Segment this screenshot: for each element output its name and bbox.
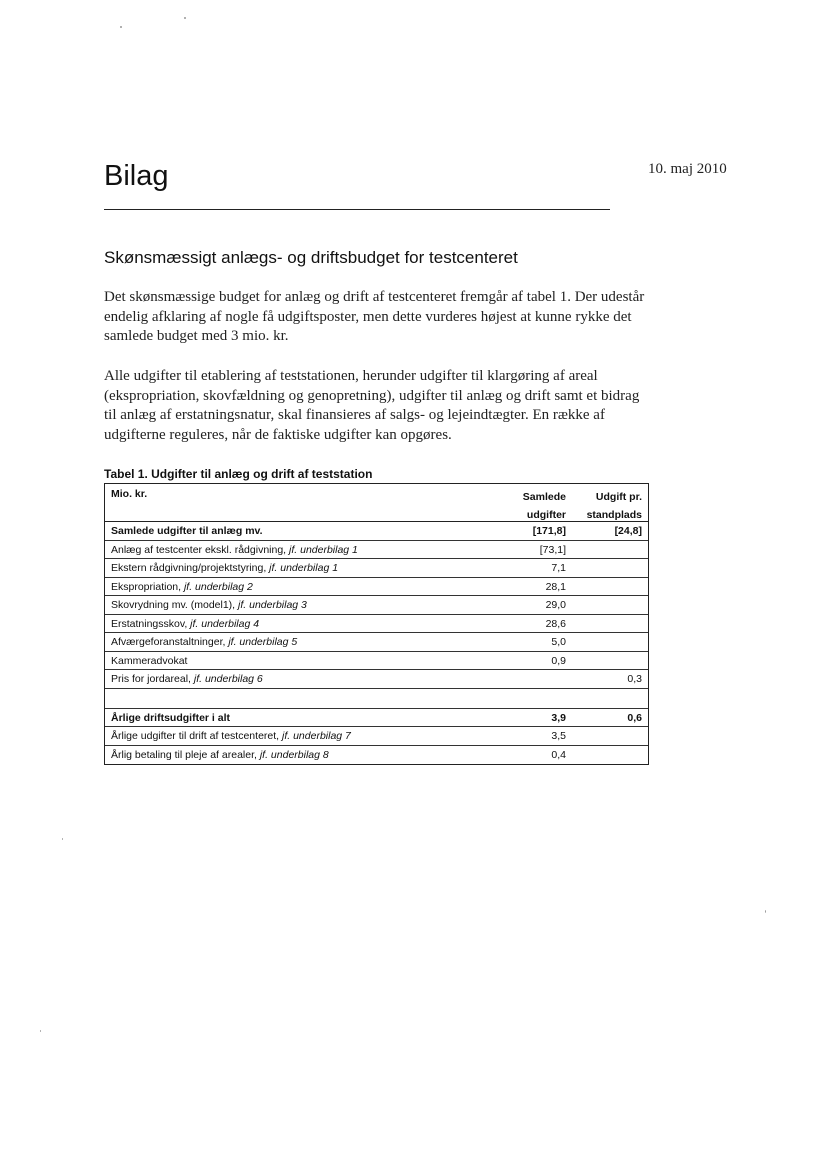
row-label-text: Kammeradvokat	[111, 654, 188, 667]
title-rule	[104, 209, 610, 210]
row-total-value: 0,9	[551, 654, 566, 667]
budget-table	[104, 483, 649, 765]
row-label	[111, 749, 329, 761]
row-reference: jf. underbilag 3	[238, 599, 307, 611]
table-row	[105, 709, 648, 728]
table-row	[105, 578, 648, 597]
table-row	[105, 596, 648, 615]
row-label	[111, 525, 263, 537]
row-reference: jf. underbilag 1	[269, 562, 339, 574]
row-total-value: 28,1	[545, 580, 566, 593]
row-label-text: Årlig betaling til pleje af arealer,	[111, 748, 260, 761]
table-row	[105, 670, 648, 689]
row-reference: jf. underbilag 1	[289, 543, 358, 556]
row-label	[111, 655, 187, 667]
row-label	[111, 599, 307, 611]
row-per-site-value: 0,6	[627, 711, 642, 724]
scan-speck	[120, 26, 122, 28]
doc-date: 10. maj 2010	[648, 161, 727, 177]
row-total-value: 5,0	[551, 636, 566, 648]
row-total-value: 3,5	[551, 730, 566, 742]
scan-speck	[62, 838, 63, 840]
row-reference: jf. underbilag 2	[183, 580, 253, 593]
row-reference: jf. underbilag 6	[193, 673, 263, 685]
table-caption: Tabel 1. Udgifter til anlæg og drift af teststation	[104, 467, 373, 481]
row-label-text: Årlige driftsudgifter i alt	[111, 711, 231, 724]
row-reference: jf. underbilag 5	[228, 636, 298, 648]
doc-title: Bilag	[104, 160, 169, 192]
row-reference: jf. underbilag 8	[259, 748, 329, 761]
row-label	[111, 636, 297, 648]
row-label-text: Skovrydning mv. (model1),	[111, 599, 239, 611]
table-blank-row	[105, 689, 648, 709]
table-row	[105, 615, 648, 634]
row-label-text: Årlige udgifter til drift af testcenteret,	[111, 730, 282, 742]
row-total-value: [171,8]	[532, 525, 566, 537]
row-total-value: 3,9	[551, 711, 566, 724]
row-total-value: 28,6	[545, 617, 566, 630]
row-label-text: Anlæg af testcenter ekskl. rådgivning,	[111, 543, 290, 556]
row-label	[111, 712, 230, 724]
table-row	[105, 522, 648, 541]
table-row	[105, 746, 648, 765]
scan-speck	[40, 1030, 41, 1032]
row-label-text: Pris for jordareal,	[111, 673, 194, 685]
row-total-value: [73,1]	[539, 543, 566, 556]
row-label-text: Erstatningsskov,	[111, 617, 191, 630]
column-header-per-site: Udgift pr. standplads	[586, 491, 642, 521]
row-label-text: Samlede udgifter til anlæg mv.	[111, 525, 263, 537]
row-label	[111, 618, 259, 630]
scan-speck	[184, 17, 186, 19]
paragraph-2: Alle udgifter til etablering af teststationen, herunder udgifter til klargøring af areal (ekspropriation, skovfældning og genopretning), udgifter til anlæg og drift samt et bidrag til anlæg af erstatningsnatur, skal finansieres af salgs- og lejeindtægter. En række af udgifterne reguleres, når de faktiske udgifter kan opgøres.	[104, 368, 640, 443]
row-label	[111, 562, 338, 574]
row-total-value: 0,4	[551, 748, 566, 761]
row-label	[111, 673, 263, 685]
scan-speck	[765, 910, 766, 913]
column-header-total: Samlede udgifter	[522, 491, 566, 521]
table-row	[105, 652, 648, 671]
row-per-site-value: 0,3	[627, 673, 642, 685]
section-heading: Skønsmæssigt anlægs- og driftsbudget for testcenteret	[104, 248, 518, 267]
row-total-value: 7,1	[551, 562, 566, 574]
table-row	[105, 541, 648, 560]
table-header-row	[105, 484, 648, 522]
row-reference: jf. underbilag 7	[282, 730, 351, 742]
table-row	[105, 633, 648, 652]
row-total-value: 29,0	[545, 599, 566, 611]
row-reference: jf. underbilag 4	[190, 617, 260, 630]
row-per-site-value: [24,8]	[614, 525, 642, 537]
table-row	[105, 727, 648, 746]
row-label-text: Ekstern rådgivning/projektstyring,	[111, 562, 270, 574]
row-label	[111, 544, 358, 556]
table-row	[105, 559, 648, 578]
column-header-label: Mio. kr.	[111, 488, 148, 500]
row-label	[111, 730, 351, 742]
row-label-text: Ekspropriation,	[111, 580, 184, 593]
row-label	[111, 581, 253, 593]
row-label-text: Afværgeforanstaltninger,	[111, 636, 229, 648]
paragraph-1: Det skønsmæssige budget for anlæg og drift af testcenteret fremgår af tabel 1. Der udestår endelig afklaring af nogle få udgiftsposter, men dette vurderes højest at kunne rykke det samlede budget med 3 mio. kr.	[104, 289, 645, 344]
